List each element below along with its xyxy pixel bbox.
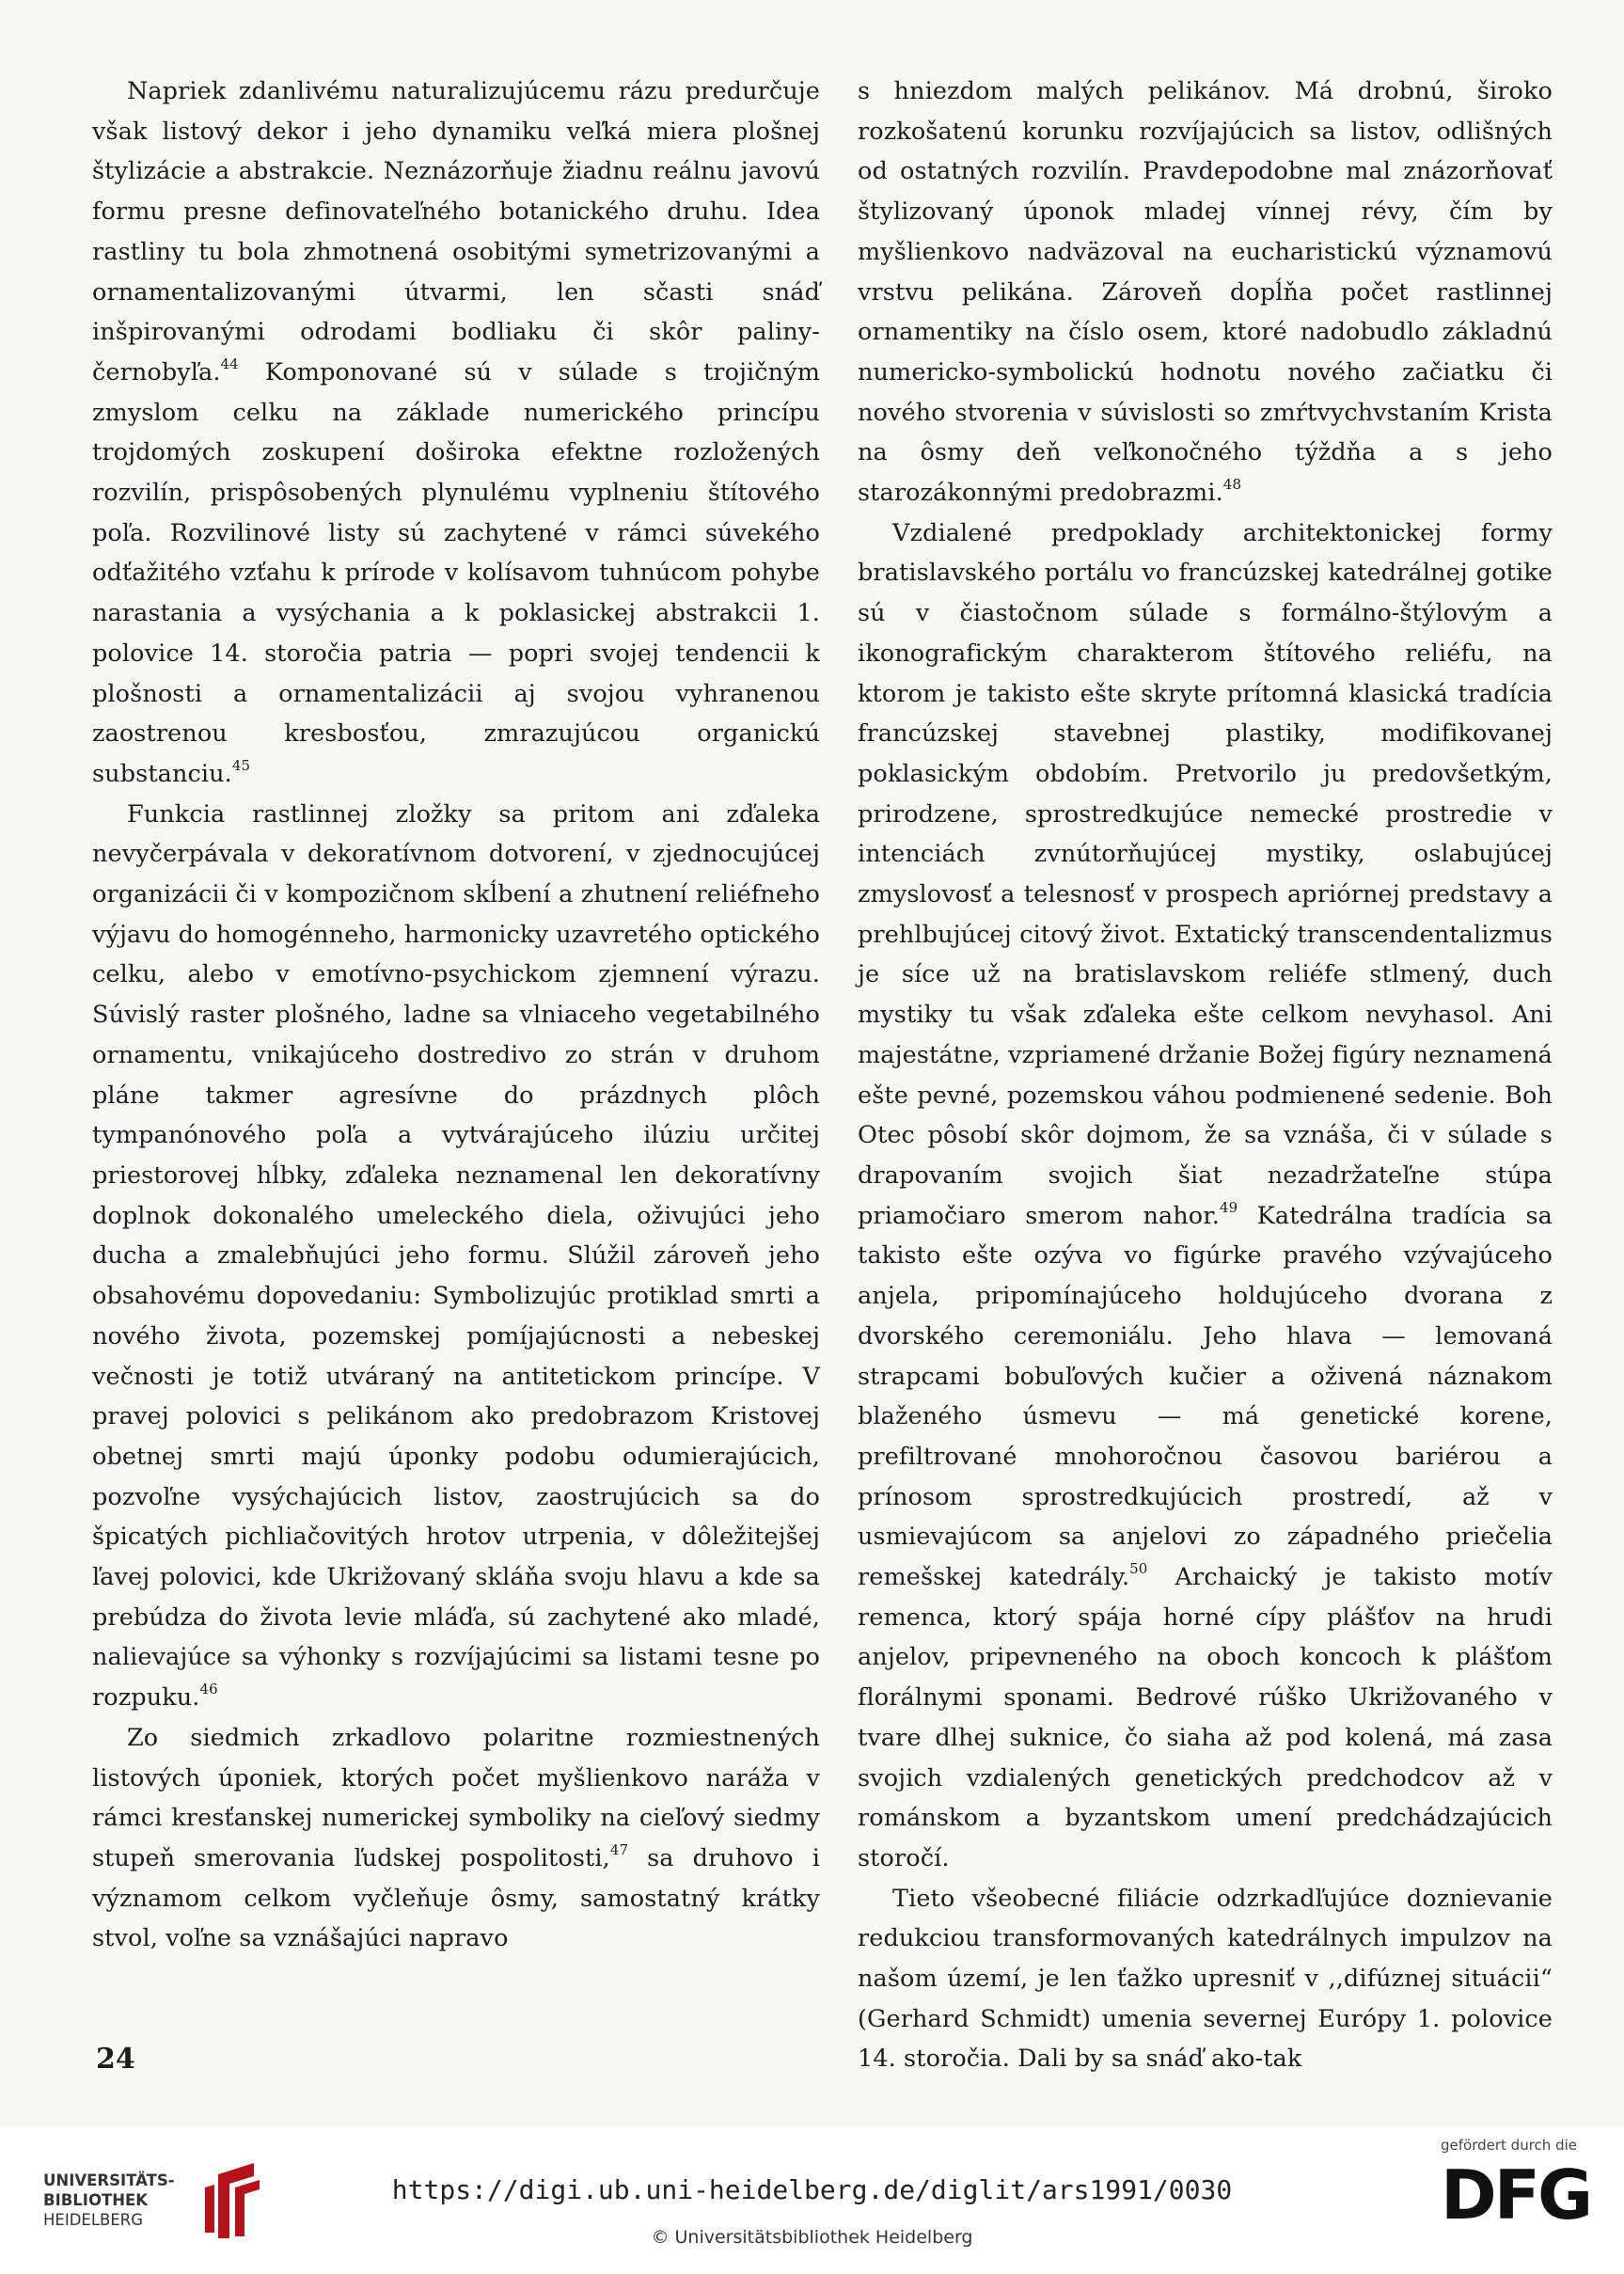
paragraph: Zo siedmich zrkadlovo polaritne rozmiestnených listových úponiek, ktorých počet myšlienkovo naráža v rámci kresťanskej numerickej symboliky na cieľový siedmy stupeň smerovania ľudskej pospolitosti,$^{47}$ sa druhovo i významom celkom vyčleňuje ôsmy, samostatný krátky stvol, voľne sa vznášajúci napravo bbox=[92, 1723, 820, 1953]
paragraph: s hniezdom malých pelikánov. Má drobnú, široko rozkošatenú korunku rozvíjajúcich sa listov, odlišných od ostatných rozvilín. Pravdepodobne mal znázorňovať štylizovaný úponok mladej vínnej révy, čím by myšlienkovo nadväzoval na eucharistickú významovú vrstvu pelikána. Zároveň dopĺňa počet rastlinnej ornamentiky na číslo osem, ktoré nadobudlo základnú numericko-symbolickú hodnotu nového začiatku či nového stvorenia v súvislosti so zmŕtvychvstaním Krista na ôsmy deň veľkonočného týždňa a s jeho starozákonnými predobrazmi.$^{48}$ bbox=[858, 77, 1553, 508]
footer-bar bbox=[0, 2127, 1624, 2274]
source-url-link[interactable]: https://digi.ub.uni-heidelberg.de/diglit/ars1991/0030 bbox=[391, 2174, 1233, 2205]
paragraph: Napriek zdanlivému naturalizujúcemu rázu predurčuje však listový dekor i jeho dynamiku veľká miera plošnej štylizácie a abstrakcie. Neznázorňuje žiadnu reálnu javovú formu presne definovateľného botanického druhu. Idea rastliny tu bola zhmotnená osobitými symetrizovanými a ornamentalizovanými útvarmi, len sčasti snáď inšpirovanými odrodami bodliaku či skôr paliny-černobyľa.$^{44}$ Komponované sú v súlade s trojičným zmyslom celku na základe numerického princípu trojdomých zoskupení doširoka efektne rozložených rozvilín, prispôsobených plynulému vyplneniu štítového poľa. Rozvilinové listy sú zachytené v rámci súvekého odťažitého vzťahu k prírode v kolísavom tuhnúcom pohybe narastania a vysýchania a k poklasickej abstrakcii 1. polovice 14. storočia patria — popri svojej tendencii k plošnosti a ornamentalizácii aj svojou vyhranenou zaostrenou kresbosťou, zmrazujúcou organickú substanciu.$^{45}$ bbox=[92, 77, 820, 788]
left-column bbox=[92, 71, 820, 1959]
footnote-ref[interactable]: 46 bbox=[199, 1681, 218, 1698]
footnote-ref[interactable]: 50 bbox=[1129, 1560, 1148, 1578]
page-number: 24 bbox=[96, 2043, 135, 2076]
dfg-wordmark: DFG bbox=[1441, 2156, 1591, 2235]
paragraph: Funkcia rastlinnej zložky sa pritom ani zďaleka nevyčerpávala v dekoratívnom dotvorení, v zjednocujúcej organizácii či v kompozičnom skĺbení a zhutnení reliéfneho výjavu do homogénneho, harmonicky uzavretého optického celku, alebo v emotívno-psychickom zjemnení výrazu. Súvislý raster plošného, ladne sa vlniaceho vegetabilného ornamentu, vnikajúceho dostredivo zo strán v druhom pláne takmer agresívne do prázdnych plôch tympanónového poľa a vytvárajúceho ilúziu určitej priestorovej hĺbky, zďaleka neznamenal len dekoratívny doplnok dokonalého umeleckého diela, oživujúci jeho ducha a zmalebňujúci jeho formu. Slúžil zároveň jeho obsahovému dopovedaniu: Symbolizujúc protiklad smrti a nového života, pozemskej pomíjajúcnosti a nebeskej večnosti je totiž utváraný na antitetickom princípe. V pravej polovici s pelikánom ako predobrazom Kristovej obetnej smrti majú úponky podobu odumierajúcich, pozvoľne vysýchajúcich listov, zaostrujúcich sa do špicatých pichliačovitých hrotov utrpenia, v dôležitejšej ľavej polovici, kde Ukrižovaný skláňa svoju hlavu a kde sa prebúdza do života levie mláďa, sú zachytené ako mladé, nalievajúce sa výhonky s rozvíjajúcimi sa listami tesne po rozpuku.$^{46}$ bbox=[92, 799, 820, 1713]
right-column bbox=[858, 71, 1553, 2079]
library-name-line1: UNIVERSITÄTS- bbox=[43, 2171, 175, 2189]
paragraph: Vzdialené predpoklady architektonickej formy bratislavského portálu vo francúzskej katedrálnej gotike sú v čiastočnom súlade s formálno-štýlovým a ikonografickým charakterom štítového reliéfu, na ktorom je takisto ešte skryte prítomná klasická tradícia francúzskej stavebnej plastiky, modifikovanej poklasickým obdobím. Pretvorilo ju predovšetkým, prirodzene, sprostredkujúce nemecké prostredie v intenciách zvnútorňujúcej mystiky, oslabujúcej zmyslovosť a telesnosť v prospech apriórnej predstavy a prehlbujúcej citový život. Extatický transcendentalizmus je síce už na bratislavskom reliéfe stlmený, duch mystiky tu však zďaleka ešte celkom nevyhasol. Ani majestátne, vzpriamené držanie Božej figúry neznamená ešte pevné, pozemskou váhou podmienené sedenie. Boh Otec pôsobí skôr dojmom, že sa vznáša, či v súlade s drapovaním svojich šiat nezadržateľne stúpa priamočiaro smerom nahor.$^{49}$ Katedrálna tradícia sa takisto ešte ozýva vo figúrke pravého vzývajúceho anjela, pripomínajúceho holdujúceho dvorana z dvorského ceremoniálu. Jeho hlava — lemovaná strapcami bobuľových kučier a oživená náznakom blaženého úsmevu — má genetické korene, prefiltrované mnohoročnou časovou bariérou a prínosom sprostredkujúcich prostredí, až v usmievajúcom sa anjelovi zo západného priečelia remešskej katedrály.$^{50}$ Archaický je takisto motív remenca, ktorý spája horné cípy plášťov na hrudi anjelov, pripevneného na oboch koncoch k plášťom florálnymi sponami. Bedrové rúško Ukrižovaného v tvare dlhej suknice, čo siaha až pod kolená, má zasa svojich vzdialených genetických predchodcov až v románskom a byzantskom umení predchádzajúcich storočí. bbox=[858, 518, 1553, 1872]
footnote-ref[interactable]: 47 bbox=[609, 1840, 629, 1858]
copyright-notice: © Universitätsbibliothek Heidelberg bbox=[651, 2227, 973, 2248]
library-name-line2: BIBLIOTHEK bbox=[43, 2191, 149, 2209]
library-name-line3: HEIDELBERG bbox=[43, 2211, 144, 2229]
footnote-ref[interactable]: 48 bbox=[1222, 476, 1242, 494]
dfg-logo[interactable] bbox=[1441, 2137, 1599, 2259]
paragraph: Tieto všeobecné filiácie odzrkadľujúce doznievanie redukciou transformovaných katedrálnych impulzov na našom území, je len ťažko upresniť v ,,difúznej situácii“ (Gerhard Schmidt) umenia severnej Európy 1. polovice 14. storočia. Dali by sa snáď ako-tak bbox=[858, 1884, 1553, 2074]
footnote-ref[interactable]: 44 bbox=[220, 355, 239, 372]
dfg-caption: gefördert durch die bbox=[1441, 2137, 1577, 2154]
footnote-ref[interactable]: 45 bbox=[231, 756, 251, 774]
footnote-ref[interactable]: 49 bbox=[1219, 1198, 1238, 1216]
